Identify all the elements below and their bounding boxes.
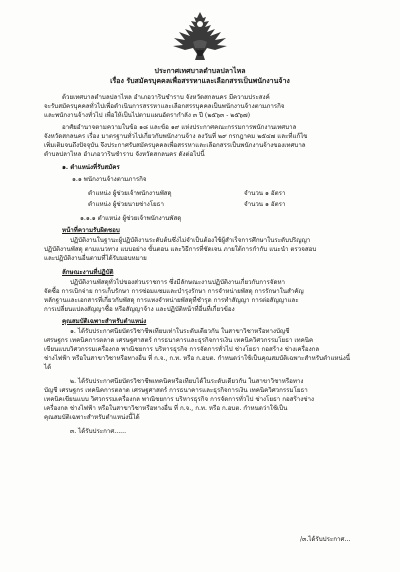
qualification-line: ๒. ได้รับประกาศนียบัตรวิชาชีพเทคนิคหรือเทียบได้ในระดับเดียวกัน ในสาขาวิชาหรือทาง <box>70 378 304 385</box>
position-label: ตำแหน่ง ผู้ช่วยเจ้าพนักงานพัสดุ <box>88 190 172 197</box>
duty-heading: หน้าที่ความรับผิดชอบ <box>62 227 120 234</box>
announcement-title: ประกาศเทศบาลตำบลปลาไหล <box>154 66 246 75</box>
qualification-heading: คุณสมบัติเฉพาะสำหรับตำแหน่ง <box>62 318 147 325</box>
subject-line: เรื่อง รับสมัครบุคคลเพื่อสรรหาและเลือกสรรเป็นพนักงานจ้าง <box>110 76 290 85</box>
page-continuation: /๓.ได้รับประกาศ... <box>300 536 351 543</box>
duty-line: และปฏิบัติงานอื่นตามที่ได้รับมอบหมาย <box>44 255 147 262</box>
sample-work-line: หลักฐานและเอกสารที่เกี่ยวกับพัสดุ การแทงจำหน่ายพัสดุที่ชำรุด การทำสัญญา การต่อสัญญาและ <box>44 297 299 304</box>
sample-work-line: จัดซื้อ การเบิกจ่าย การเก็บรักษา การซ่อมแซมและบำรุงรักษา การจำหน่ายพัสดุ การรักษาในสำคัญ <box>44 288 304 295</box>
qualification-line: ได้ <box>44 364 52 371</box>
intro-line: และพนักงานจ้างทั่วไป เพื่อให้เป็นไปตามแผนอัตรากำลัง ๓ ปี (๒๕๖๓ - ๒๕๖๗) <box>44 112 251 119</box>
legal-line: เพิ่มเติมจนถึงปัจจุบัน จึงประกาศรับสมัครบุคคลเพื่อสรรหาและเลือกสรรเป็นพนักงานจ้างของเทศบาล <box>44 142 306 149</box>
qualification-line: ๑. ได้รับประกาศนียบัตรวิชาชีพเทียบเท่าในระดับเดียวกัน ในสาขาวิชาหรือทางบัญชี <box>70 328 290 335</box>
subsection-heading: ๑.๑.๑ ตำแหน่ง ผู้ช่วยเจ้าพนักงานพัสดุ <box>80 215 182 222</box>
garuda-emblem-icon <box>171 8 229 64</box>
sample-work-heading: ลักษณะงานที่ปฏิบัติ <box>62 269 114 276</box>
duty-line: ปฏิบัติงานในฐานะผู้ปฏิบัติงานระดับต้นซึ่งไม่จำเป็นต้องใช้ผู้สำเร็จการศึกษาในระดับปริญญา <box>70 237 311 244</box>
qualification-line: เขียนแบบวิศวกรรมเครื่องกล พาณิชยการ บริหารธุรกิจ การจัดการทั่วไป ช่างโยธา กอสร้าง ช่างเครื่องกล <box>44 346 320 353</box>
position-count: จำนวน ๑ อัตรา <box>244 190 286 197</box>
qualification-line: บัญชี เศรษฐกร เทคนิคการตลาด เศรษฐศาสตร์ การธนาคารและธุรกิจการเงิน เทคนิควิศวกรรมโยธา <box>44 387 308 394</box>
section-heading: ๑. ตำแหน่งที่รับสมัคร <box>62 164 120 171</box>
legal-line: จังหวัดสกลนคร เรื่อง มาตรฐานทั่วไปเกี่ยวกับพนักงานจ้าง ลงวันที่ ๒๙ กรกฎาคม ๒๕๔๗ และที่แก้ไข <box>44 133 308 140</box>
qualification-line: คุณสมบัติเฉพาะสำหรับตำแหน่งนี้ได้ <box>44 414 140 421</box>
sample-work-line: การเปลี่ยนแปลงสัญญาซื้อ หรือสัญญาจ้าง และปฏิบัติหน้าที่อื่นที่เกี่ยวข้อง <box>44 306 235 313</box>
qualification-line: ๓. ได้รับประกาศ...... <box>70 428 127 435</box>
position-label: ตำแหน่ง ผู้ช่วยนายช่างโยธา <box>88 201 164 208</box>
duty-line: ปฏิบัติงานพัสดุ ตามแนวทาง แบบอย่าง ขั้นตอน และวิธีการที่ชัดเจน ภายใต้การกำกับ แนะนำ ตรวจสอบ <box>44 246 317 253</box>
qualification-line: เทคนิคเขียนแบบ วิศวกรรมเครื่องกล พาณิชยการ บริหารธุรกิจ การจัดการทั่วไป ช่างโยธา กอสร้างช่าง <box>44 396 314 403</box>
subsection-heading: ๑.๑ พนักงานจ้างตามภารกิจ <box>72 176 147 183</box>
qualification-line: เครื่องกล ช่างไฟฟ้า หรือในสาขาวิชาหรือทางอื่น ที่ ก.จ., ก.ท. หรือ ก.อบต. กำหนดว่าใช้เป็น <box>44 405 288 412</box>
position-count: จำนวน ๑ อัตรา <box>244 201 286 208</box>
legal-line: ตำบลปลาไหล อำเภอวารินชำราบ จังหวัดสกลนคร ดังต่อไปนี้ <box>44 151 205 158</box>
intro-line: จะรับสมัครบุคคลทั่วไปเพื่อดำเนินการสรรหาและเลือกสรรบุคคลเป็นพนักงานจ้างตามภารกิจ <box>44 103 285 110</box>
qualification-line: เศรษฐกร เทคนิคการตลาด เศรษฐศาสตร์ การธนาคารและธุรกิจการเงิน เทคนิควิศวกรรมโยธา เทคนิค <box>44 337 314 344</box>
legal-line: อาศัยอำนาจตามความในข้อ ๑๘ และข้อ ๑๙ แห่งประกาศคณะกรรมการพนักงานเทศบาล <box>62 124 297 131</box>
qualification-line: ช่างไฟฟ้า หรือในสาขาวิชาหรือทางอื่น ที่ ก.จ., ก.ท. หรือ ก.อบต. กำหนดว่าใช้เป็นคุณสมบัติเฉพาะสำหรับตำแหน่งนี้ <box>44 355 350 362</box>
sample-work-line: ปฏิบัติงานพัสดุทั่วไปของส่วนราชการ ซึ่งมีลักษณะงานปฏิบัติงานเกี่ยวกับการจัดหา <box>70 279 286 286</box>
intro-line: ด้วยเทศบาลตำบลปลาไหล อำเภอวารินชำราบ จังหวัดสกลนคร มีความประสงค์ <box>62 94 270 101</box>
